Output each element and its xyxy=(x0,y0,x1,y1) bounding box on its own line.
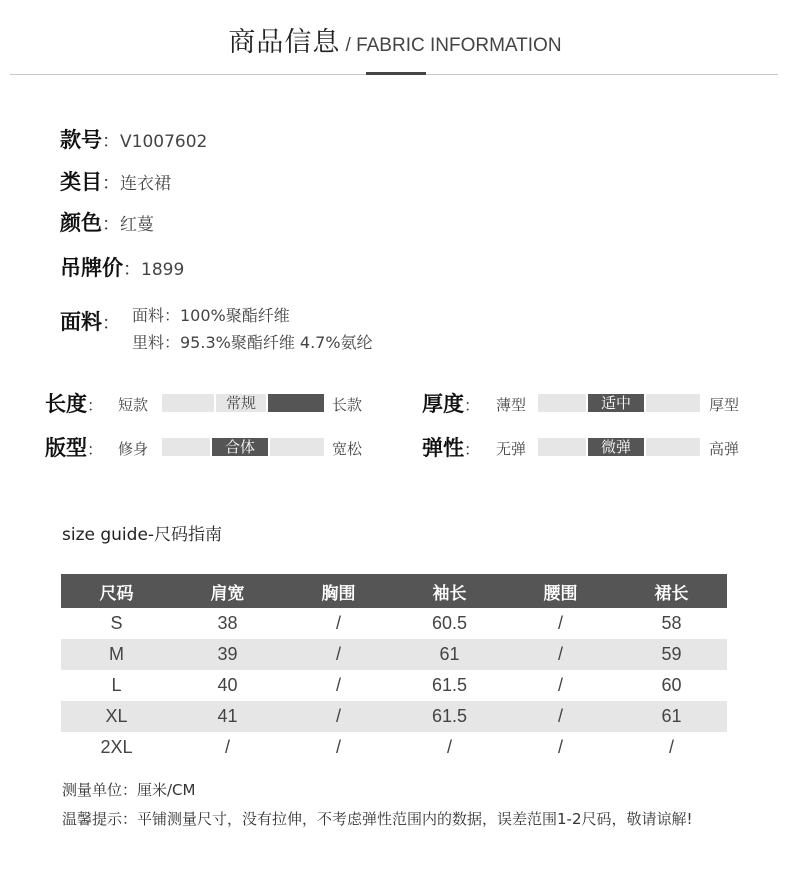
table-cell: / xyxy=(446,737,452,757)
info-sep: ： xyxy=(102,313,120,334)
info-category xyxy=(60,166,171,196)
table-cell: 59 xyxy=(616,639,727,670)
table-cell: / xyxy=(224,737,230,757)
attr-fit-label xyxy=(45,432,103,462)
table-row xyxy=(61,639,727,670)
attr-sep: ： xyxy=(87,396,104,415)
table-cell: XL xyxy=(61,701,172,732)
table-cell: 2XL xyxy=(100,737,133,757)
header-title-cn: 商品信息 xyxy=(228,27,341,58)
attr-fit-left: 修身 xyxy=(118,440,149,458)
table-cell: / xyxy=(283,701,394,732)
header-cell: 腰围 xyxy=(505,574,616,608)
attr-thickness-left: 薄型 xyxy=(496,396,527,414)
info-sep: ： xyxy=(102,131,120,152)
header-cell: 袖长 xyxy=(394,574,505,608)
attr-elasticity-seg-3 xyxy=(646,438,700,456)
header-title-en: / FABRIC INFORMATION xyxy=(345,35,562,56)
info-fabric xyxy=(60,306,120,336)
attr-label: 长度 xyxy=(45,392,87,416)
table-cell: 39 xyxy=(172,639,283,670)
table-cell: S xyxy=(110,613,123,633)
size-table-header xyxy=(61,574,727,608)
table-cell: 61 xyxy=(394,639,505,670)
table-cell: 60 xyxy=(661,675,682,695)
info-label: 类目 xyxy=(60,170,102,194)
attr-length-left: 短款 xyxy=(118,396,149,414)
table-cell: L xyxy=(111,675,122,695)
table-cell: 40 xyxy=(217,675,238,695)
table-cell: / xyxy=(505,701,616,732)
header-cell: 胸围 xyxy=(283,574,394,608)
table-cell: / xyxy=(335,737,341,757)
fabric-line-1: 面料：100%聚酯纤维 xyxy=(132,306,290,325)
table-cell: / xyxy=(557,675,563,695)
attr-thickness-seg-1 xyxy=(538,394,586,412)
fabric-line-2: 里料：95.3%聚酯纤维 4.7%氨纶 xyxy=(132,333,373,352)
header-cell: 尺码 xyxy=(61,574,172,608)
table-cell: / xyxy=(335,613,341,633)
header-cell: 裙长 xyxy=(616,574,727,608)
header-cell: 肩宽 xyxy=(172,574,283,608)
section-header xyxy=(0,20,790,59)
info-value: 连衣裙 xyxy=(120,174,171,194)
header-accent-bar xyxy=(366,72,426,75)
info-label: 颜色 xyxy=(60,211,102,235)
attr-elasticity-label xyxy=(422,432,480,462)
attr-fit-seg-3 xyxy=(270,438,324,456)
info-label: 吊牌价 xyxy=(60,256,123,280)
attr-length-seg-1 xyxy=(162,394,214,412)
attr-label: 厚度 xyxy=(422,392,464,416)
info-tag-price xyxy=(60,252,184,282)
table-cell: / xyxy=(283,639,394,670)
attr-thickness-option: 适中 xyxy=(600,394,631,412)
measurement-tip-note: 温馨提示：平铺测量尺寸，没有拉伸，不考虑弹性范围内的数据，误差范围1-2尺码，敬请谅解! xyxy=(62,810,693,828)
attr-label: 版型 xyxy=(45,436,87,460)
measurement-unit-note: 测量单位：厘米/CM xyxy=(62,781,196,799)
info-value: 1899 xyxy=(141,260,185,280)
attr-sep: ： xyxy=(464,396,481,415)
table-cell: / xyxy=(668,737,674,757)
size-guide-title: size guide-尺码指南 xyxy=(62,525,223,545)
table-cell: 61.5 xyxy=(431,675,468,695)
info-label: 款号 xyxy=(60,128,102,152)
info-value: 红蔓 xyxy=(120,215,154,235)
table-row xyxy=(61,701,727,732)
table-cell: / xyxy=(557,613,563,633)
attr-length-option: 常规 xyxy=(225,394,256,412)
info-sep: ： xyxy=(102,173,120,194)
table-cell: 60.5 xyxy=(431,613,468,633)
table-row xyxy=(61,732,727,763)
attr-length-seg-3-selected xyxy=(268,394,324,412)
attr-elasticity-seg-1 xyxy=(538,438,586,456)
info-label: 面料 xyxy=(60,310,102,334)
attr-fit-option: 合体 xyxy=(224,438,255,456)
attr-thickness-right: 厚型 xyxy=(709,396,740,414)
table-cell: / xyxy=(335,675,341,695)
attr-label: 弹性 xyxy=(422,436,464,460)
attr-fit-right: 宽松 xyxy=(332,440,363,458)
info-sep: ： xyxy=(102,214,120,235)
attr-elasticity-right: 高弹 xyxy=(709,440,740,458)
table-cell: M xyxy=(61,639,172,670)
attr-length-right: 长款 xyxy=(332,396,363,414)
attr-thickness-seg-3 xyxy=(646,394,700,412)
attr-thickness-label xyxy=(422,388,480,418)
attr-elasticity-left: 无弹 xyxy=(496,440,527,458)
table-cell: / xyxy=(557,737,563,757)
table-cell: / xyxy=(505,639,616,670)
attr-length-label xyxy=(45,388,103,418)
info-sep: ： xyxy=(123,259,141,280)
table-cell: 61.5 xyxy=(394,701,505,732)
attr-sep: ： xyxy=(464,440,481,459)
table-cell: 38 xyxy=(217,613,238,633)
attr-sep: ： xyxy=(87,440,104,459)
info-value: V1007602 xyxy=(120,132,208,152)
attr-fit-seg-1 xyxy=(162,438,210,456)
size-table xyxy=(61,574,727,763)
info-style-no xyxy=(60,124,207,154)
table-cell: 61 xyxy=(616,701,727,732)
table-row xyxy=(61,608,727,639)
table-row xyxy=(61,670,727,701)
table-cell: 58 xyxy=(661,613,682,633)
table-cell: 41 xyxy=(172,701,283,732)
info-color xyxy=(60,207,154,237)
attr-elasticity-option: 微弹 xyxy=(600,438,631,456)
